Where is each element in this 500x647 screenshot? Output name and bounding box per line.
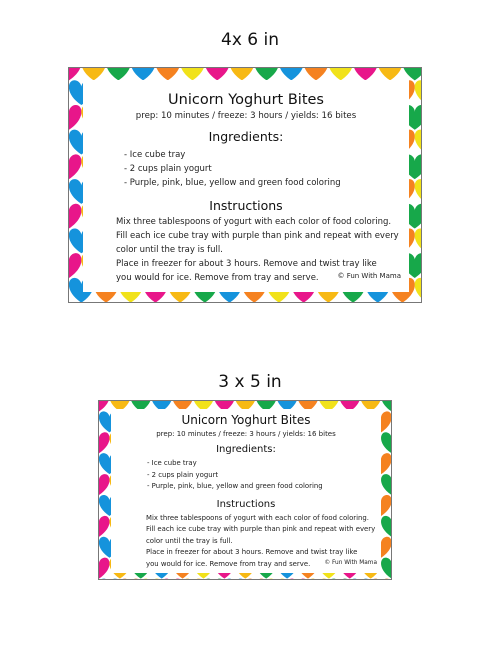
heart-shape [328, 68, 353, 80]
heart-shape [81, 68, 106, 80]
list-item: - Purple, pink, blue, yellow and green food coloring [124, 178, 341, 188]
size-label-4x6: 4x 6 in [221, 30, 279, 50]
heart-shape [415, 130, 421, 155]
recipe-card-content [111, 409, 381, 573]
size-label-3x5: 3 x 5 in [218, 372, 282, 392]
heart-shape [155, 68, 180, 80]
heart-shape [415, 80, 421, 105]
ingredients-heading: Ingredients: [208, 129, 284, 144]
heart-shape [381, 401, 391, 411]
instruction-line: Place in freezer for about 3 hours. Remove and twist tray like [116, 259, 377, 269]
heart-shape [180, 68, 205, 80]
recipe-card-4x6 [68, 67, 422, 303]
instruction-line: color until the tray is full. [146, 536, 233, 545]
instruction-line: color until the tray is full. [116, 245, 223, 255]
recipe-title: Unicorn Yoghurt Bites [168, 92, 324, 108]
heart-shape [69, 154, 81, 179]
instruction-line: Mix three tablespoons of yogurt with each color of food coloring. [116, 217, 392, 227]
list-item: - Ice cube tray [124, 150, 186, 160]
heart-shape [99, 432, 110, 453]
recipe-meta: prep: 10 minutes / freeze: 3 hours / yields: 16 bites [156, 430, 336, 438]
copyright-credit: © Fun With Mama [324, 560, 377, 566]
recipe-card-3x5 [98, 400, 392, 580]
ingredients-heading: Ingredients: [216, 444, 276, 455]
instructions-heading: Instructions [209, 198, 283, 213]
heart-shape [415, 278, 421, 302]
heart-shape [381, 516, 391, 537]
heart-shape [381, 432, 391, 453]
heart-shape [381, 474, 391, 495]
heart-shape [69, 253, 81, 278]
instruction-line: Fill each ice cube tray with purple than pink and repeat with every [116, 231, 399, 241]
recipe-title: Unicorn Yoghurt Bites [181, 413, 311, 427]
heart-shape [381, 558, 391, 579]
heart-shape [415, 228, 421, 253]
heart-shape [99, 516, 110, 537]
instruction-line: Fill each ice cube tray with purple than pink and repeat with every [146, 525, 376, 533]
recipe-meta: prep: 10 minutes / freeze: 3 hours / yields: 16 bites [135, 111, 357, 121]
heart-shape [353, 68, 378, 80]
instructions-heading: Instructions [216, 498, 276, 510]
heart-shape [69, 68, 81, 80]
instruction-line: you would for ice. Remove from tray and serve. [146, 559, 311, 568]
heart-shape [131, 68, 156, 80]
heart-shape [279, 68, 304, 80]
heart-shape [402, 68, 421, 80]
instruction-line: you would for ice. Remove from tray and serve. [116, 273, 319, 283]
copyright-credit: © Fun With Mama [337, 272, 401, 280]
heart-shape [304, 68, 329, 80]
heart-shape [205, 68, 230, 80]
list-item: - 2 cups plain yogurt [124, 164, 212, 174]
list-item: - Ice cube tray [147, 459, 197, 467]
recipe-card-content [83, 80, 409, 292]
heart-shape [99, 558, 110, 579]
list-item: - 2 cups plain yogurt [147, 470, 219, 479]
heart-shape [229, 68, 254, 80]
heart-shape [415, 179, 421, 204]
heart-shape [99, 474, 110, 495]
instruction-line: Mix three tablespoons of yogurt with each color of food coloring. [146, 513, 369, 522]
heart-shape [378, 68, 403, 80]
heart-shape [99, 401, 110, 411]
list-item: - Purple, pink, blue, yellow and green food coloring [147, 482, 323, 490]
heart-shape [69, 105, 81, 130]
ingredients-list [147, 458, 377, 493]
ingredients-list [124, 148, 403, 190]
heart-shape [69, 204, 81, 229]
heart-shape [106, 68, 131, 80]
instruction-line: Place in freezer for about 3 hours. Remove and twist tray like [146, 548, 358, 556]
heart-shape [254, 68, 279, 80]
